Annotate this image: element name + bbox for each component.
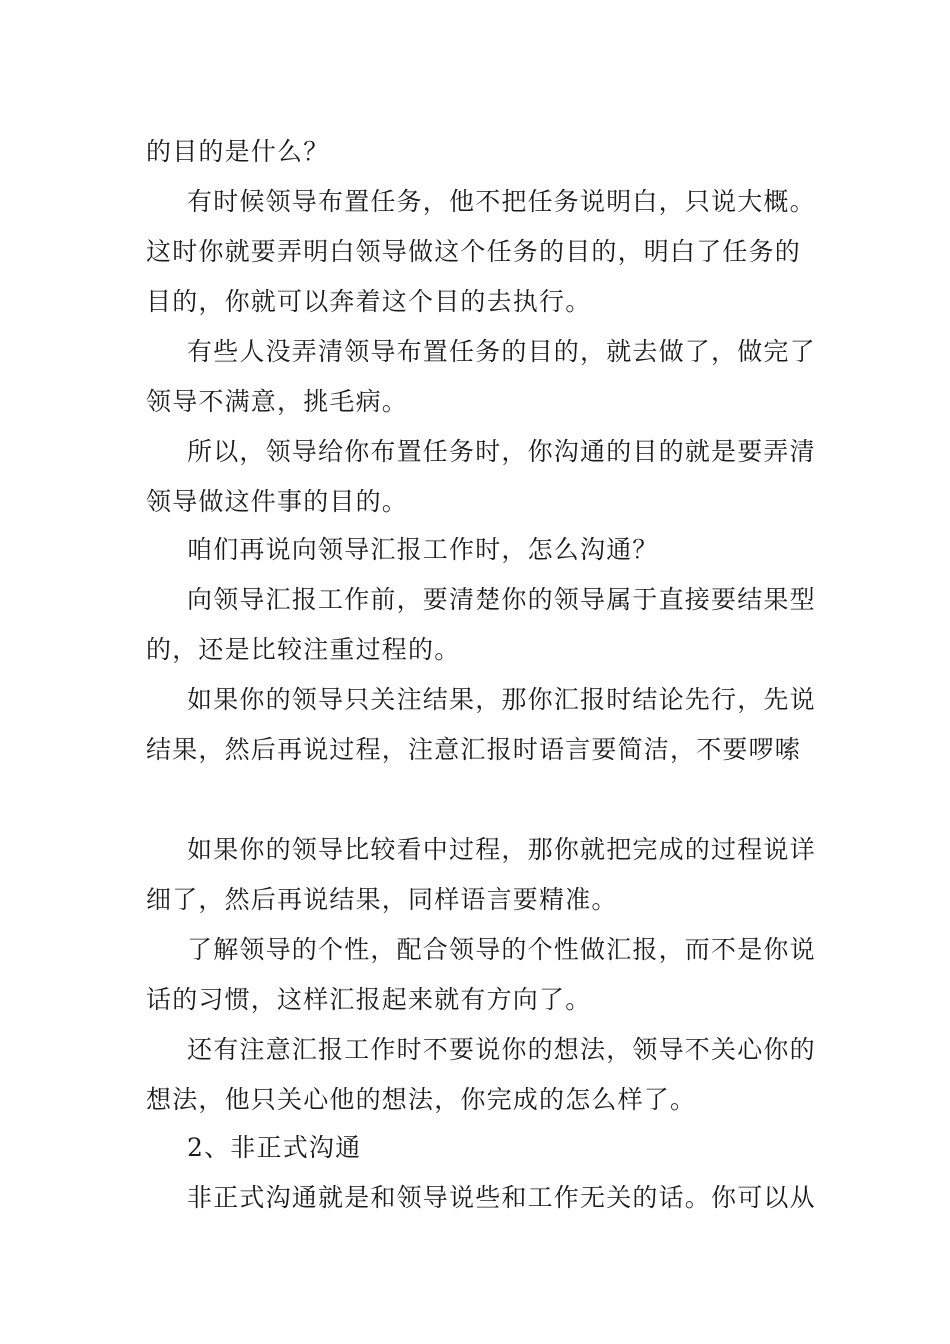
paragraph-line: 有些人没弄清领导布置任务的目的，就去做了，做完了	[187, 337, 816, 366]
text-line: 话的习惯，这样汇报起来就有方向了。	[146, 985, 592, 1014]
text-line: 领导不满意，挑毛病。	[146, 387, 409, 416]
text-line: 想法，他只关心他的想法，你完成的怎么样了。	[146, 1085, 697, 1114]
paragraph-line: 咱们再说向领导汇报工作时，怎么沟通？	[187, 535, 659, 564]
paragraph-line: 非正式沟通就是和领导说些和工作无关的话。你可以从	[187, 1183, 816, 1212]
paragraph-line: 所以，领导给你布置任务时，你沟通的目的就是要弄清	[187, 437, 816, 466]
paragraph-line: 还有注意汇报工作时不要说你的想法，领导不关心你的	[187, 1035, 816, 1064]
paragraph-line: 如果你的领导比较看中过程，那你就把完成的过程说详	[187, 835, 816, 864]
paragraph-line: 有时候领导布置任务，他不把任务说明白，只说大概。	[187, 187, 816, 216]
text-line: 细了，然后再说结果，同样语言要精准。	[146, 885, 618, 914]
paragraph-line: 了解领导的个性，配合领导的个性做汇报，而不是你说	[187, 935, 816, 964]
text-line: 领导做这件事的目的。	[146, 487, 409, 516]
text-line: 的，还是比较注重过程的。	[146, 635, 461, 664]
paragraph-line: 如果你的领导只关注结果，那你汇报时结论先行，先说	[187, 685, 816, 714]
text-line: 结果，然后再说过程，注意汇报时语言要简洁，不要啰嗦	[146, 735, 802, 764]
text-line: 目的，你就可以奔着这个目的去执行。	[146, 287, 592, 316]
paragraph-line: 向领导汇报工作前，要清楚你的领导属于直接要结果型	[187, 585, 816, 614]
text-line: 的目的是什么？	[146, 137, 330, 166]
text-line: 这时你就要弄明白领导做这个任务的目的，明白了任务的	[146, 237, 802, 266]
section-heading: 2、非正式沟通	[187, 1133, 362, 1162]
